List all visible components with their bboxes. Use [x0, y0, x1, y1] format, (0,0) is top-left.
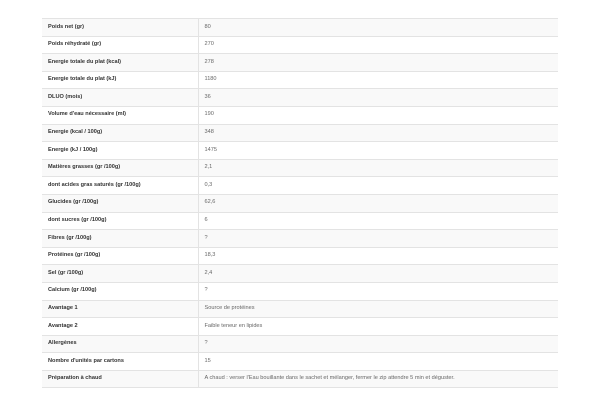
- table-row: [42, 353, 558, 371]
- table-row: [42, 265, 558, 283]
- row-value: 348: [198, 124, 558, 142]
- row-value: ?: [198, 282, 558, 300]
- row-label: Avantage 2: [42, 318, 198, 336]
- table-row: [42, 194, 558, 212]
- row-value: 6: [198, 212, 558, 230]
- row-value: 278: [198, 54, 558, 72]
- row-label: Energie (kJ / 100g): [42, 142, 198, 160]
- table-row: [42, 212, 558, 230]
- table-row: [42, 89, 558, 107]
- table-row: [42, 106, 558, 124]
- row-value: 18,3: [198, 247, 558, 265]
- row-value: ?: [198, 230, 558, 248]
- row-value: 1180: [198, 71, 558, 89]
- row-value: 80: [198, 19, 558, 37]
- row-label: Avantage 1: [42, 300, 198, 318]
- table-row: [42, 318, 558, 336]
- table-row: [42, 36, 558, 54]
- row-label: Energie totale du plat (kcal): [42, 54, 198, 72]
- row-value: 62,6: [198, 194, 558, 212]
- row-label: Sel (gr /100g): [42, 265, 198, 283]
- row-value: 15: [198, 353, 558, 371]
- row-label: Calcium (gr /100g): [42, 282, 198, 300]
- table-row: [42, 335, 558, 353]
- row-label: DLUO (mois): [42, 89, 198, 107]
- row-label: Allergènes: [42, 335, 198, 353]
- table-row: [42, 370, 558, 388]
- row-value: 190: [198, 106, 558, 124]
- row-value: ?: [198, 335, 558, 353]
- row-label: Volume d'eau nécessaire (ml): [42, 106, 198, 124]
- row-label: dont acides gras saturés (gr /100g): [42, 177, 198, 195]
- row-label: dont sucres (gr /100g): [42, 212, 198, 230]
- table-row: [42, 300, 558, 318]
- row-value: A chaud : verser l'Eau bouillante dans le sachet et mélanger, fermer le zip attendre 5 min et déguster.: [198, 370, 558, 388]
- row-label: Fibres (gr /100g): [42, 230, 198, 248]
- row-value: Source de protéines: [198, 300, 558, 318]
- row-label: Glucides (gr /100g): [42, 194, 198, 212]
- row-value: 2,1: [198, 159, 558, 177]
- row-value: 0,3: [198, 177, 558, 195]
- row-value: 36: [198, 89, 558, 107]
- row-label: Matières grasses (gr /100g): [42, 159, 198, 177]
- table-row: [42, 124, 558, 142]
- row-label: Poids net (gr): [42, 19, 198, 37]
- table-row: [42, 19, 558, 37]
- row-label: Poids réhydraté (gr): [42, 36, 198, 54]
- table-row: [42, 142, 558, 160]
- table-row: [42, 230, 558, 248]
- table-row: [42, 177, 558, 195]
- product-specifications-table: [42, 18, 558, 388]
- table-row: [42, 159, 558, 177]
- row-value: Faible teneur en lipides: [198, 318, 558, 336]
- row-value: 270: [198, 36, 558, 54]
- row-label: Préparation à chaud: [42, 370, 198, 388]
- table-row: [42, 54, 558, 72]
- row-label: Protéines (gr /100g): [42, 247, 198, 265]
- row-label: Energie totale du plat (kJ): [42, 71, 198, 89]
- specifications-body: [42, 19, 558, 388]
- row-label: Energie (kcal / 100g): [42, 124, 198, 142]
- row-value: 2,4: [198, 265, 558, 283]
- row-value: 1475: [198, 142, 558, 160]
- table-row: [42, 282, 558, 300]
- row-label: Nombre d'unités par cartons: [42, 353, 198, 371]
- table-row: [42, 71, 558, 89]
- table-row: [42, 247, 558, 265]
